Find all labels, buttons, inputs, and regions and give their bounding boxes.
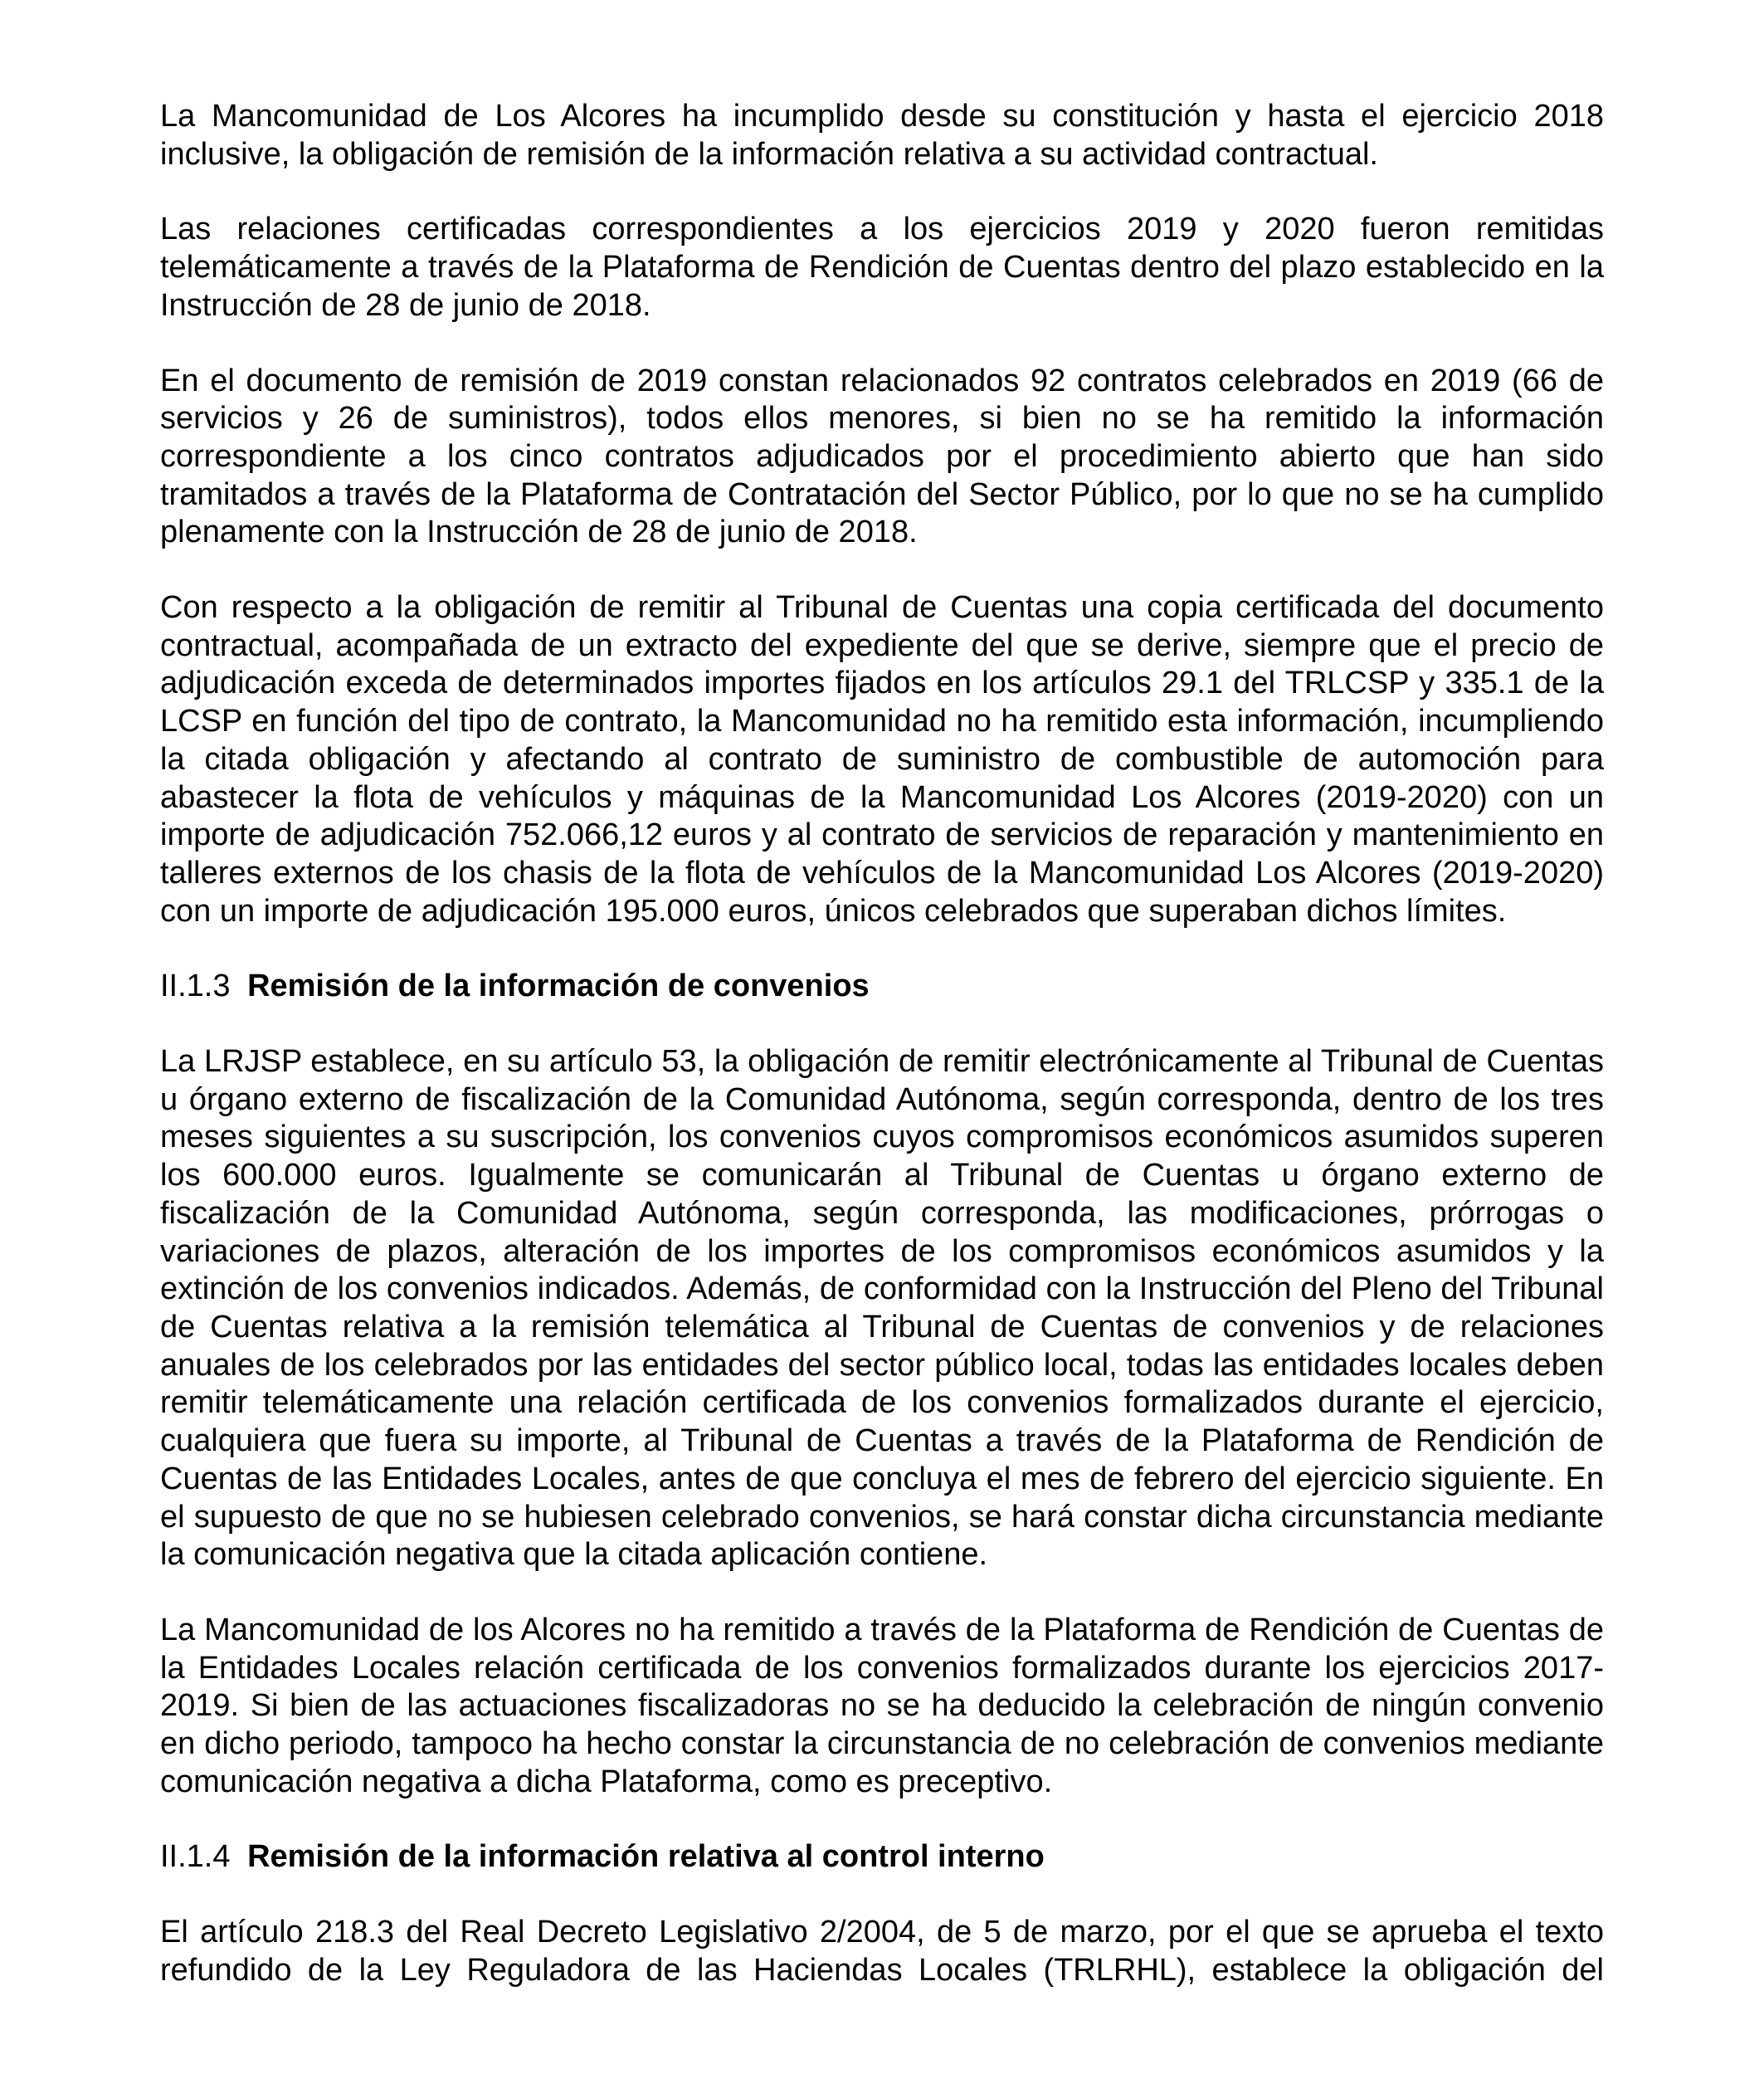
section-heading-control-interno: [160, 1838, 1604, 1876]
section-heading-convenios: [160, 968, 1604, 1006]
paragraph-articulo-218: El artículo 218.3 del Real Decreto Legislativo 2/2004, de 5 de marzo, por el que se aprueba el texto refundido de la Ley Reguladora de las Haciendas Locales (TRLRHL), establece la obligación del: [160, 1915, 1604, 1988]
paragraph-copia-certificada: Con respecto a la obligación de remitir al Tribunal de Cuentas una copia certificada del documento contractual, acompañada de un extracto del expediente del que se derive, siempre que el precio de adjudicación exceda de determinados importes fijados en los artículos 29.1 del TRLCSP y 335.1 de la LCSP en función del tipo de contrato, la Mancomunidad no ha remitido esta información, incumpliendo la citada obligación y afectando al contrato de suministro de combustible de automoción para abastecer la flota de vehículos y máquinas de la Mancomunidad Los Alcores (2019-2020) con un importe de adjudicación 752.066,12 euros y al contrato de servicios de reparación y mantenimiento en talleres externos de los chasis de la flota de vehículos de la Mancomunidad Los Alcores (2019-2020) con un importe de adjudicación 195.000 euros, únicos celebrados que superaban dichos límites.: [160, 590, 1604, 929]
section-title: Remisión de la información relativa al control interno: [247, 1839, 1045, 1875]
paragraph-relaciones-certificadas: Las relaciones certificadas correspondientes a los ejercicios 2019 y 2020 fueron remitidas telemáticamente a través de la Plataforma de Rendición de Cuentas dentro del plazo establecido en la Instrucción de 28 de junio de 2018.: [160, 212, 1604, 323]
section-title: Remisión de la información de convenios: [247, 969, 870, 1004]
paragraph-documento-remision-2019: En el documento de remisión de 2019 constan relacionados 92 contratos celebrados en 2019 (66 de servicios y 26 de suministros), todos ellos menores, si bien no se ha remitido la información correspondiente a los cinco contratos adjudicados por el procedimiento abierto que han sido tramitados a través de la Plataforma de Contratación del Sector Público, por lo que no se ha cumplido plenamente con la Instrucción de 28 de junio de 2018.: [160, 363, 1604, 550]
paragraph-no-remision-convenios: La Mancomunidad de los Alcores no ha remitido a través de la Plataforma de Rendición de Cuentas de la Entidades Locales relación certificada de los convenios formalizados durante los ejercicios 2017-2019. Si bien de las actuaciones fiscalizadoras no se ha deducido la celebración de ningún convenio en dicho periodo, tampoco ha hecho constar la circunstancia de no celebración de convenios mediante comunicación negativa a dicha Plataforma, como es preceptivo.: [160, 1612, 1604, 1799]
paragraph-lrjsp: La LRJSP establece, en su artículo 53, la obligación de remitir electrónicamente al Tribunal de Cuentas u órgano externo de fiscalización de la Comunidad Autónoma, según corresponda, dentro de los tres meses siguientes a su suscripción, los convenios cuyos compromisos económicos asumidos superen los 600.000 euros. Igualmente se comunicarán al Tribunal de Cuentas u órgano externo de fiscalización de la Comunidad Autónoma, según corresponda, las modificaciones, prórrogas o variaciones de plazos, alteración de los importes de los compromisos económicos asumidos y la extinción de los convenios indicados. Además, de conformidad con la Instrucción del Pleno del Tribunal de Cuentas relativa a la remisión telemática al Tribunal de Cuentas de convenios y de relaciones anuales de los celebrados por las entidades del sector público local, todas las entidades locales deben remitir telemáticamente una relación certificada de los convenios formalizados durante el ejercicio, cualquiera que fuera su importe, al Tribunal de Cuentas a través de la Plataforma de Rendición de Cuentas de las Entidades Locales, antes de que concluya el mes de febrero del ejercicio siguiente. En el supuesto de que no se hubiesen celebrado convenios, se hará constar dicha circunstancia mediante la comunicación negativa que la citada aplicación contiene.: [160, 1044, 1604, 1573]
paragraph-incumplimiento: La Mancomunidad de Los Alcores ha incumplido desde su constitución y hasta el ejercicio 2018 inclusive, la obligación de remisión de la información relativa a su actividad contractual.: [160, 99, 1604, 172]
section-number: II.1.4: [160, 1839, 231, 1875]
document-page: [160, 98, 1604, 2028]
section-number: II.1.3: [160, 969, 231, 1004]
